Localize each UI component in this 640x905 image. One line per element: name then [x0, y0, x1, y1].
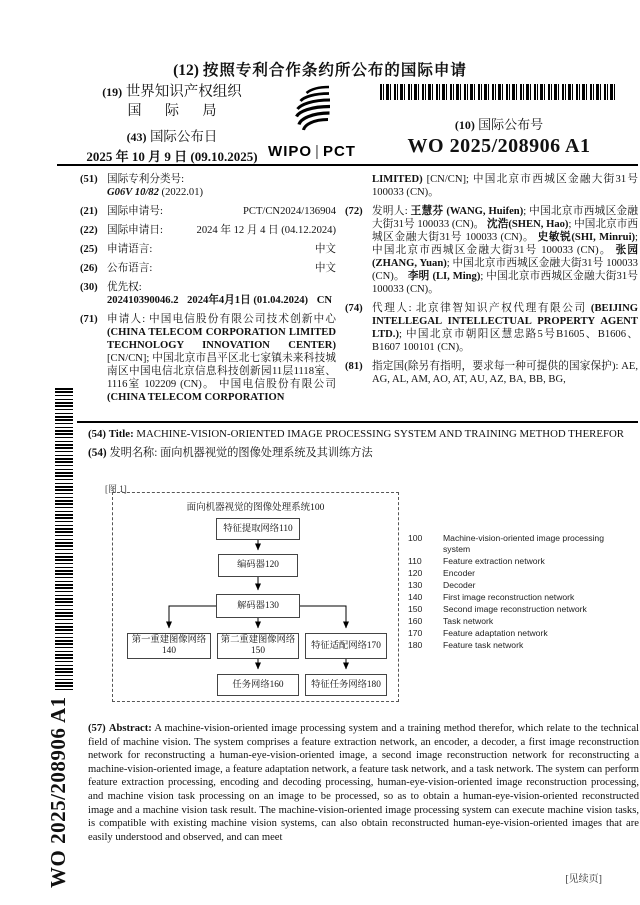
title-en-line — [88, 427, 638, 441]
designated-states-body — [372, 360, 638, 386]
title-zh-text: 面向机器视觉的图像处理系统及其训练方法 — [157, 447, 373, 459]
box-label: 特征适配网络170 — [311, 640, 381, 651]
applicant2-name-en-start: (CHINA TELECOM CORPORATION — [107, 392, 285, 403]
figure-1 — [88, 478, 640, 720]
pubdate-line — [84, 128, 260, 146]
ipc-label: 国际专利分类号: — [107, 174, 185, 185]
inventor-name: 史敏锐(SHI, Minrui) — [537, 232, 636, 243]
application-number-label: 国际申请号: — [107, 206, 163, 217]
inid-72: (72) — [345, 206, 363, 217]
vertical-barcode-icon — [55, 388, 73, 690]
legend-row — [408, 592, 623, 603]
figure-caption: [图 1] — [105, 484, 127, 494]
pct-publication-heading — [0, 58, 640, 80]
priority-country: CN — [316, 295, 332, 306]
applicant2-name-en-end: LIMITED) — [372, 174, 423, 185]
legend-text: Machine-vision-oriented image processing system — [443, 533, 604, 554]
pct-publication-heading-text: 按照专利合作条约所公布的国际申请 — [202, 62, 467, 79]
title-zh-label: 发明名称: — [109, 447, 158, 459]
pubnum-label: 国际公布号 — [478, 117, 544, 132]
inid-54-en: (54) — [88, 428, 106, 440]
pubdate-value: 2025 年 10 月 9 日 (09.10.2025) — [86, 149, 258, 164]
filing-language-body — [107, 243, 336, 256]
legend-row — [408, 568, 623, 579]
filing-date-item — [80, 224, 336, 237]
publication-language-item — [80, 262, 336, 275]
title-en-label: Title: — [108, 428, 134, 440]
box-label: 特征任务网络180 — [311, 679, 381, 690]
inventor-address: ; 中国北京市西城区金融大街31号 100033 (CN)。 — [372, 258, 638, 282]
box-label: 第一重建图像网络 — [131, 635, 207, 645]
pct-wordmark: PCT — [322, 143, 356, 160]
agent-item — [345, 302, 638, 354]
inid-71: (71) — [80, 314, 98, 325]
legend-text: Feature adaptation network — [443, 628, 548, 638]
legend-row — [408, 604, 623, 615]
legend-text: Encoder — [443, 568, 476, 578]
priority-label: 优先权: — [107, 282, 142, 293]
box-label: 特征提取网络110 — [223, 523, 293, 534]
biblio-right-column — [345, 173, 638, 392]
inid-81: (81) — [345, 361, 363, 372]
applicant2-address: [CN/CN]; 中国北京市西城区金融大街31号 100033 (CN)。 — [372, 174, 638, 198]
filing-date-value: 2024 年 12 月 4 日 (04.12.2024) — [196, 225, 336, 236]
wipo-globe-icon — [283, 84, 341, 136]
agent-body — [372, 302, 638, 354]
pubdate-label: 国际公布日 — [149, 129, 218, 144]
feature-adaptation-network-box — [305, 633, 387, 659]
org-name: 世界知识产权组织 — [125, 84, 242, 100]
title-block — [88, 427, 638, 460]
designated-states-item — [345, 360, 638, 386]
inid-22: (22) — [80, 225, 98, 236]
publication-language-body — [107, 262, 336, 275]
inid-26: (26) — [80, 263, 98, 274]
side-publication-number: WO 2025/208906 A1 — [46, 696, 70, 888]
feature-extraction-network-box — [216, 518, 300, 540]
box-label: 第二重建图像网络 — [220, 635, 296, 645]
applicant-name-zh: 中国电信股份有限公司技术创新中心 — [145, 314, 336, 325]
wipo-pct-wordmark — [250, 143, 374, 160]
decoder-box — [216, 594, 300, 618]
legend-num: 130 — [408, 580, 423, 590]
inid-54-zh: (54) — [88, 447, 107, 459]
inventor-address: ; 中国北京市西城区金融大街31号 100033 (CN)。 — [372, 219, 639, 243]
legend-row — [408, 556, 623, 567]
wordmark-separator: | — [315, 143, 320, 160]
application-number-value: PCT/CN2024/136904 — [242, 206, 336, 217]
inventors-item — [345, 205, 638, 296]
inid-25: (25) — [80, 244, 98, 255]
system-label: 面向机器视觉的图像处理系统100 — [186, 503, 325, 513]
priority-application: 202410390046.2 — [107, 295, 179, 306]
legend-text: Feature extraction network — [443, 556, 545, 566]
applicant-body — [107, 313, 336, 404]
abstract-text: A machine-vision-oriented image processing system and a training method therefor, which relate to the technical field of machine vision. The system comprises a feature extraction network, an encoder, a decoder, a first image reconstruction network for reconstructing a human-eye-vision-oriented image, a second image reconstruction network for reconstructing a machine-vision-oriented image, a feature adaptation network, a feature task network, and a task network. The system can perform feature extraction processing, encoding and decoding processing, human-eye-vision-oriented image reconstruction processing, and machine vision task processing on an image to be processed, so as to obtain a human-eye-vision-oriented reconstructed image and a machine vision task result. The machine-vision-oriented image processing system can execute machine vision tasks, is compatible with existing machine vision systems, can also obtain reconstructed human-eye-vision-oriented images that are easily understood and observed, and can meet — [88, 723, 639, 843]
inventor-name: 沈浩(SHEN, Hao) — [487, 219, 569, 230]
publication-language-value: 中文 — [314, 263, 336, 274]
legend-text: First image reconstruction network — [443, 592, 575, 602]
org-line — [84, 84, 260, 101]
agent-name-en: (BEIJING INTELLEGAL INTELLECTUAL PROPERTY AGENT LTD.) — [372, 303, 639, 340]
inid-57: (57) — [88, 723, 106, 734]
wipo-wordmark: WIPO — [268, 143, 313, 160]
wipo-logo-block — [250, 84, 374, 160]
legend-text: Task network — [443, 616, 494, 626]
legend-text: Second image reconstruction network — [443, 604, 587, 614]
abstract-block — [88, 722, 639, 844]
inventor-address: ; 中国北京市西城区金融大街31号 100033 (CN)。 — [372, 206, 638, 230]
filing-language-label: 申请语言: — [107, 244, 153, 255]
inventors-body — [372, 205, 638, 296]
application-number-body — [107, 205, 336, 218]
legend-num: 140 — [408, 592, 423, 602]
application-number-item — [80, 205, 336, 218]
inid-19: (19) — [102, 85, 123, 99]
header-left-block — [84, 84, 260, 165]
inid-43: (43) — [126, 130, 147, 144]
applicant-name-en: (CHINA TELECOM CORPORATION LIMITED TECHNOLOGY INNOVATION CENTER) — [107, 327, 336, 351]
box-number: 140 — [162, 646, 176, 656]
legend-text: Feature task network — [443, 640, 524, 650]
inid-74: (74) — [345, 303, 363, 314]
header-right-block — [360, 84, 638, 158]
legend-num: 150 — [408, 604, 423, 614]
box-label: 任务网络160 — [232, 679, 284, 690]
legend-num: 100 — [408, 533, 423, 543]
priority-date: 2024年4月1日 (01.04.2024) — [187, 295, 309, 306]
legend-num: 110 — [408, 556, 422, 566]
agent-name-zh: 北京律智知识产权代理有限公司 — [411, 303, 591, 314]
inid-10: (10) — [454, 118, 475, 132]
priority-item — [80, 281, 336, 307]
ipc-class: G06V 10/82 — [107, 187, 159, 198]
box-number: 150 — [251, 646, 265, 656]
barcode-icon — [380, 84, 618, 100]
system-dashed-box — [112, 492, 399, 702]
feature-task-network-box — [305, 674, 387, 696]
legend-num: 170 — [408, 628, 423, 638]
inid-30: (30) — [80, 282, 98, 293]
box-label: 编码器120 — [237, 560, 279, 570]
inventor-name: 李明 (LI, Ming) — [407, 271, 481, 282]
legend-row — [408, 616, 623, 627]
legend-num: 160 — [408, 616, 423, 626]
legend-row — [408, 628, 623, 639]
continuation-note: [见续页] — [565, 874, 602, 885]
task-network-box — [217, 674, 299, 696]
abstract-label: Abstract: — [108, 723, 152, 734]
filing-date-body — [107, 224, 336, 237]
filing-language-value: 中文 — [314, 244, 336, 255]
second-image-reconstruction-network-box — [217, 633, 299, 659]
priority-body — [107, 281, 336, 307]
org-bureau: 国 际 局 — [127, 104, 227, 119]
applicant-continuation — [345, 173, 638, 199]
ipc-item — [80, 173, 336, 199]
inventors-label: 发明人: — [372, 206, 408, 217]
header-divider — [57, 164, 638, 166]
inid-51: (51) — [80, 174, 98, 185]
legend-row — [408, 533, 623, 555]
applicant-continuation-body — [372, 173, 638, 199]
figure-legend — [408, 533, 623, 652]
title-zh-line — [88, 446, 638, 460]
legend-row — [408, 580, 623, 591]
title-en-text: MACHINE-VISION-ORIENTED IMAGE PROCESSING SYSTEM AND TRAINING METHOD THEREFOR — [133, 428, 624, 440]
biblio-left-column — [80, 173, 336, 410]
agent-label: 代理人: — [372, 303, 412, 314]
ipc-version: (2022.01) — [158, 187, 204, 198]
encoder-box — [218, 554, 298, 577]
publication-number: WO 2025/208906 A1 — [407, 135, 591, 157]
inventor-name: 张园(ZHANG, Yuan) — [372, 245, 639, 269]
agent-address: ; 中国北京市朝阳区慧忠路5号B1605、B1606、B1607 100101 (CN)。 — [372, 329, 638, 353]
inid-12: (12) — [173, 62, 199, 79]
pubnum-label-line — [360, 114, 638, 133]
first-image-reconstruction-network-box — [127, 633, 211, 659]
box-label: 解码器130 — [237, 600, 279, 611]
designated-states-text: 指定国(除另有指明，要求每一种可提供的国家保护): AE, AG, AL, AM, AO, AT, AU, AZ, BA, BB, BG, — [372, 361, 638, 385]
publication-language-label: 公布语言: — [107, 263, 153, 274]
legend-text: Decoder — [443, 580, 476, 590]
legend-row — [408, 640, 623, 651]
inventor-address: ; 中国北京市西城区金融大街31号 100033 (CN)。 — [372, 232, 638, 256]
priority-data-line — [107, 294, 336, 307]
inid-21: (21) — [80, 206, 98, 217]
ipc-body — [107, 173, 336, 199]
inventor-name: 王慧芬 (WANG, Huifen) — [407, 206, 524, 217]
applicant-item — [80, 313, 336, 404]
applicant-address: [CN/CN]; 中国北京市昌平区北七家镇未来科技城南区中国电信北京信息科技创新园11层1118室、1116室 102209 (CN)。 中国电信股份有限公司 — [107, 353, 336, 390]
title-divider — [77, 421, 638, 423]
legend-num: 120 — [408, 568, 423, 578]
inventor-address: ; 中国北京市西城区金融大街31号 100033 (CN)。 — [372, 271, 639, 295]
filing-language-item — [80, 243, 336, 256]
applicant-label: 申请人: — [107, 314, 146, 325]
filing-date-label: 国际申请日: — [107, 225, 163, 236]
legend-num: 180 — [408, 640, 423, 650]
